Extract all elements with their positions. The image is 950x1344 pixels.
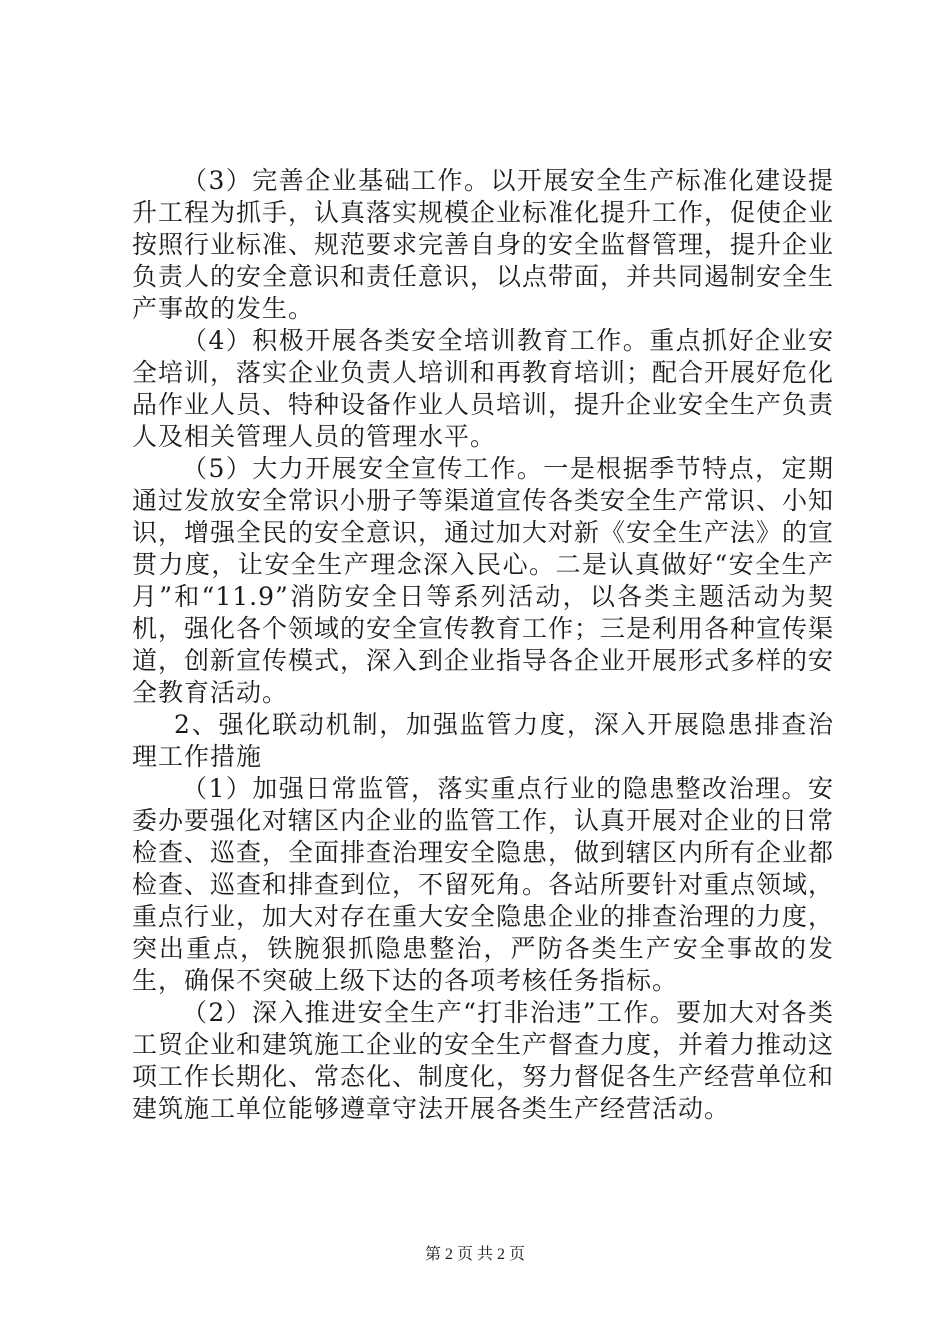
paragraph-item-3: （3）完善企业基础工作。以开展安全生产标准化建设提升工程为抓手，认真落实规模企业标准化提升工作，促使企业按照行业标准、规范要求完善自身的安全监督管理，提升企业负责人的安全意识和责任意识，以点带面，并共同遏制安全生产事故的发生。 <box>132 166 835 323</box>
paragraph-measure-2: （2）深入推进安全生产“打非治违”工作。要加大对各类工贸企业和建筑施工企业的安全生产督查力度，并着力推动这项工作长期化、常态化、制度化，努力督促各生产经营单位和建筑施工单位能够遵章守法开展各类生产经营活动。 <box>132 998 835 1123</box>
page-footer <box>0 1245 950 1265</box>
document-body <box>132 165 834 1125</box>
paragraph-item-4: （4）积极开展各类安全培训教育工作。重点抓好企业安全培训，落实企业负责人培训和再教育培训；配合开展好危化品作业人员、特种设备作业人员培训，提升企业安全生产负责人及相关管理人员的管理水平。 <box>132 326 835 451</box>
paragraph-item-5: （5）大力开展安全宣传工作。一是根据季节特点，定期通过发放安全常识小册子等渠道宣传各类安全生产常识、小知识，增强全民的安全意识，通过加大对新《安全生产法》的宣贯力度，让安全生产理念深入民心。二是认真做好“安全生产月”和“11.9”消防安全日等系列活动，以各类主题活动为契机，强化各个领域的安全宣传教育工作；三是利用各种宣传渠道，创新宣传模式，深入到企业指导各企业开展形式多样的安全教育活动。 <box>132 454 835 707</box>
page-number-label: 第 2 页 共 2 页 <box>424 1246 525 1263</box>
paragraph-measure-1: （1）加强日常监管，落实重点行业的隐患整改治理。安委办要强化对辖区内企业的监管工作，认真开展对企业的日常检查、巡查，全面排查治理安全隐患，做到辖区内所有企业都检查、巡查和排查到位，不留死角。各站所要针对重点领域，重点行业，加大对存在重大安全隐患企业的排查治理的力度，突出重点，铁腕狠抓隐患整治，严防各类生产安全事故的发生，确保不突破上级下达的各项考核任务指标。 <box>132 774 835 995</box>
section-heading-2: 2、强化联动机制，加强监管力度，深入开展隐患排查治理工作措施 <box>132 710 834 771</box>
